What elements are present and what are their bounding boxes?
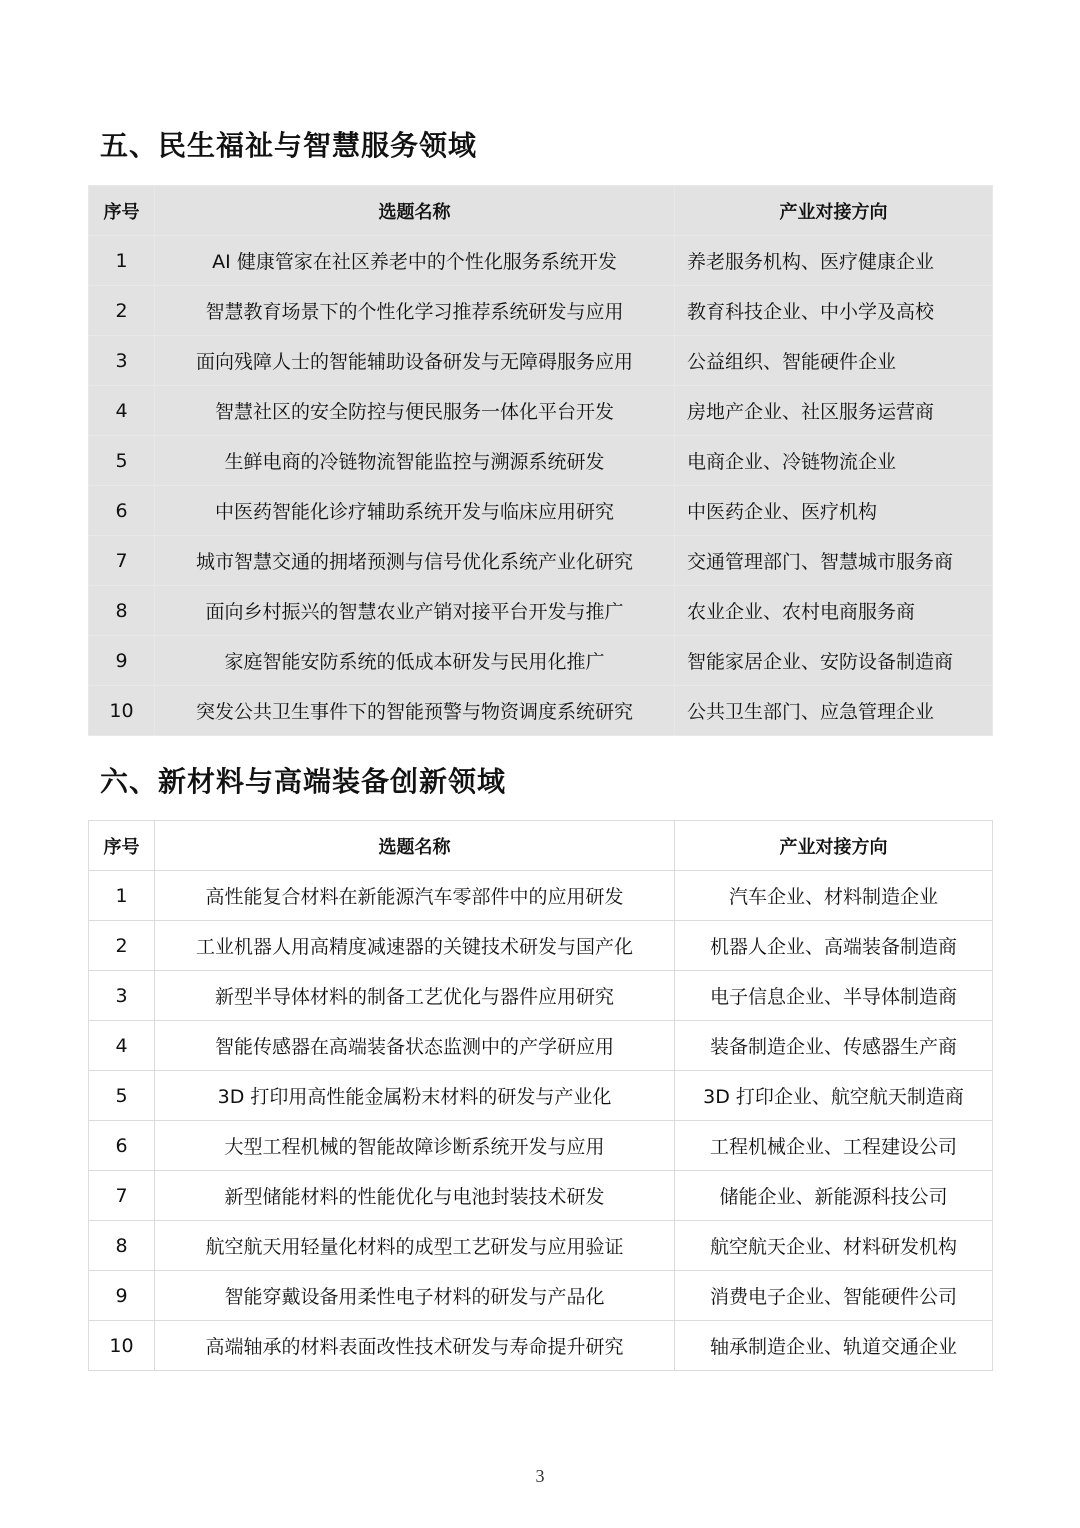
topic-name: 面向残障人士的智能辅助设备研发与无障碍服务应用	[155, 336, 675, 386]
industry-direction: 交通管理部门、智慧城市服务商	[675, 536, 993, 586]
table-row	[89, 686, 993, 736]
table-row	[89, 236, 993, 286]
table-header-row	[89, 821, 993, 871]
industry-direction: 公益组织、智能硬件企业	[675, 336, 993, 386]
row-number: 7	[89, 536, 155, 586]
industry-direction: 教育科技企业、中小学及高校	[675, 286, 993, 336]
row-number: 9	[89, 1271, 155, 1321]
topic-name: 工业机器人用高精度减速器的关键技术研发与国产化	[155, 921, 675, 971]
topics-table-livelihood	[88, 185, 993, 736]
row-number: 2	[89, 286, 155, 336]
topic-name: 智能传感器在高端装备状态监测中的产学研应用	[155, 1021, 675, 1071]
table-row	[89, 386, 993, 436]
topic-name: 新型储能材料的性能优化与电池封装技术研发	[155, 1171, 675, 1221]
header-no: 序号	[89, 821, 155, 871]
table-row	[89, 1271, 993, 1321]
section-title: 六、新材料与高端装备创新领域	[100, 765, 507, 798]
header-topic: 选题名称	[155, 186, 675, 236]
topic-name: 突发公共卫生事件下的智能预警与物资调度系统研究	[155, 686, 675, 736]
industry-direction: 公共卫生部门、应急管理企业	[675, 686, 993, 736]
row-number: 10	[89, 1321, 155, 1371]
page-number: 3	[535, 1466, 545, 1486]
table-row	[89, 1071, 993, 1121]
table-row	[89, 971, 993, 1021]
topic-name: 3D 打印用高性能金属粉末材料的研发与产业化	[155, 1071, 675, 1121]
topic-name: AI 健康管家在社区养老中的个性化服务系统开发	[155, 236, 675, 286]
topic-name: 航空航天用轻量化材料的成型工艺研发与应用验证	[155, 1221, 675, 1271]
industry-direction: 工程机械企业、工程建设公司	[675, 1121, 993, 1171]
row-number: 3	[89, 971, 155, 1021]
industry-direction: 储能企业、新能源科技公司	[675, 1171, 993, 1221]
topic-name: 新型半导体材料的制备工艺优化与器件应用研究	[155, 971, 675, 1021]
industry-direction: 3D 打印企业、航空航天制造商	[675, 1071, 993, 1121]
industry-direction: 机器人企业、高端装备制造商	[675, 921, 993, 971]
table-row	[89, 1321, 993, 1371]
row-number: 10	[89, 686, 155, 736]
row-number: 1	[89, 871, 155, 921]
industry-direction: 轴承制造企业、轨道交通企业	[675, 1321, 993, 1371]
row-number: 7	[89, 1171, 155, 1221]
table-row	[89, 536, 993, 586]
header-topic: 选题名称	[155, 821, 675, 871]
industry-direction: 农业企业、农村电商服务商	[675, 586, 993, 636]
table-row	[89, 1171, 993, 1221]
table-row	[89, 921, 993, 971]
table-row	[89, 586, 993, 636]
topic-name: 生鲜电商的冷链物流智能监控与溯源系统研发	[155, 436, 675, 486]
table-row	[89, 436, 993, 486]
header-direction: 产业对接方向	[675, 186, 993, 236]
row-number: 4	[89, 386, 155, 436]
topic-name: 智慧社区的安全防控与便民服务一体化平台开发	[155, 386, 675, 436]
topic-name: 高端轴承的材料表面改性技术研发与寿命提升研究	[155, 1321, 675, 1371]
section-title: 五、民生福祉与智慧服务领域	[100, 129, 478, 162]
industry-direction: 汽车企业、材料制造企业	[675, 871, 993, 921]
header-no: 序号	[89, 186, 155, 236]
table-row	[89, 1021, 993, 1071]
industry-direction: 电子信息企业、半导体制造商	[675, 971, 993, 1021]
row-number: 8	[89, 1221, 155, 1271]
topic-name: 智能穿戴设备用柔性电子材料的研发与产品化	[155, 1271, 675, 1321]
table-row	[89, 486, 993, 536]
row-number: 2	[89, 921, 155, 971]
topic-name: 中医药智能化诊疗辅助系统开发与临床应用研究	[155, 486, 675, 536]
industry-direction: 航空航天企业、材料研发机构	[675, 1221, 993, 1271]
row-number: 3	[89, 336, 155, 386]
row-number: 6	[89, 1121, 155, 1171]
row-number: 5	[89, 1071, 155, 1121]
topic-name: 家庭智能安防系统的低成本研发与民用化推广	[155, 636, 675, 686]
header-direction: 产业对接方向	[675, 821, 993, 871]
row-number: 9	[89, 636, 155, 686]
topics-table-materials	[88, 820, 993, 1371]
topic-name: 高性能复合材料在新能源汽车零部件中的应用研发	[155, 871, 675, 921]
topic-name: 面向乡村振兴的智慧农业产销对接平台开发与推广	[155, 586, 675, 636]
topic-name: 城市智慧交通的拥堵预测与信号优化系统产业化研究	[155, 536, 675, 586]
table-row	[89, 1121, 993, 1171]
industry-direction: 装备制造企业、传感器生产商	[675, 1021, 993, 1071]
table-row	[89, 1221, 993, 1271]
table-header-row	[89, 186, 993, 236]
table-row	[89, 871, 993, 921]
table-row	[89, 286, 993, 336]
industry-direction: 电商企业、冷链物流企业	[675, 436, 993, 486]
row-number: 6	[89, 486, 155, 536]
topic-name: 智慧教育场景下的个性化学习推荐系统研发与应用	[155, 286, 675, 336]
row-number: 5	[89, 436, 155, 486]
row-number: 1	[89, 236, 155, 286]
table-row	[89, 336, 993, 386]
topic-name: 大型工程机械的智能故障诊断系统开发与应用	[155, 1121, 675, 1171]
industry-direction: 养老服务机构、医疗健康企业	[675, 236, 993, 286]
industry-direction: 消费电子企业、智能硬件公司	[675, 1271, 993, 1321]
row-number: 8	[89, 586, 155, 636]
row-number: 4	[89, 1021, 155, 1071]
industry-direction: 房地产企业、社区服务运营商	[675, 386, 993, 436]
industry-direction: 智能家居企业、安防设备制造商	[675, 636, 993, 686]
table-row	[89, 636, 993, 686]
industry-direction: 中医药企业、医疗机构	[675, 486, 993, 536]
